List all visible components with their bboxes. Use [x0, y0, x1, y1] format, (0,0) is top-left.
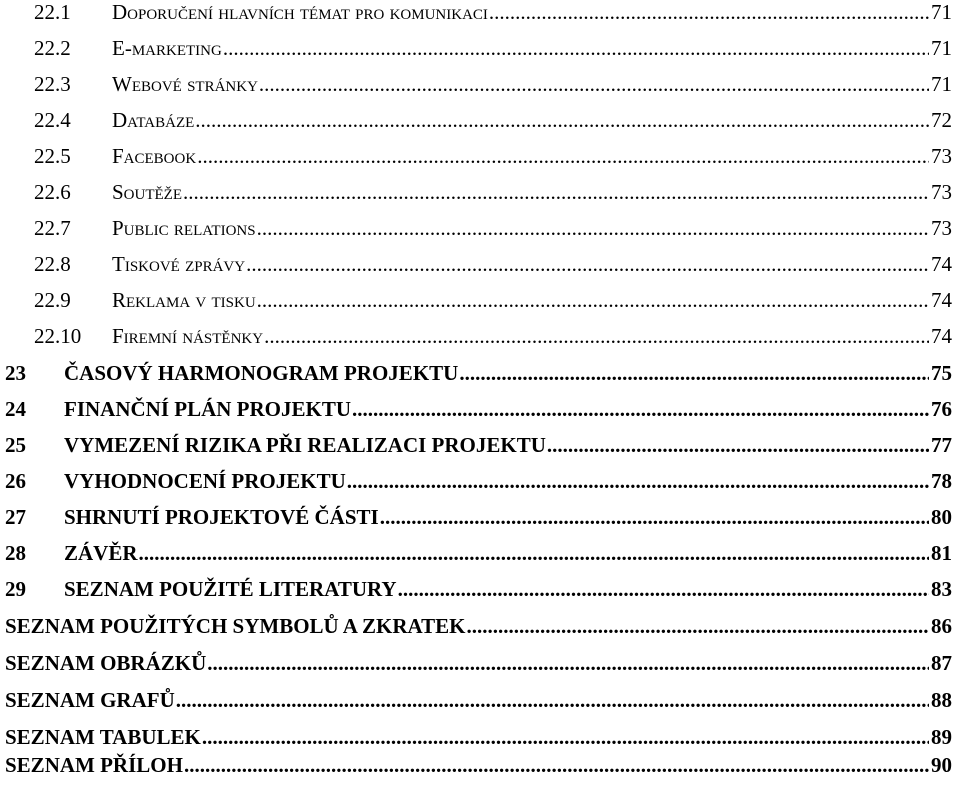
toc-chapter-29[interactable]: [5, 577, 952, 613]
toc-list-title: SEZNAM PŘÍLOH: [5, 753, 183, 777]
toc-dot-leader: [380, 505, 929, 530]
toc-entry-title: Reklama v tisku: [112, 288, 256, 312]
toc-dot-leader: [176, 688, 929, 713]
toc-entry-22-7[interactable]: [34, 216, 952, 252]
toc-list-title: SEZNAM POUŽITÝCH SYMBOLŮ A ZKRATEK: [5, 614, 466, 638]
toc-entry-page: 73: [931, 180, 952, 204]
toc-list-page: 86: [931, 614, 952, 638]
toc-list-figures[interactable]: [5, 651, 952, 687]
toc-entry-22-8[interactable]: [34, 252, 952, 288]
toc-list-page: 89: [931, 725, 952, 749]
toc-entry-title: Tiskové zprávy: [112, 252, 246, 276]
toc-chapter-page: 77: [931, 433, 952, 457]
toc-dot-leader: [489, 0, 929, 25]
toc-chapter-number: 26: [5, 469, 26, 493]
toc-entry-number: 22.10: [34, 324, 82, 348]
toc-chapter-page: 78: [931, 469, 952, 493]
toc-entry-page: 71: [931, 36, 952, 60]
toc-chapter-title: ČASOVÝ HARMONOGRAM PROJEKTU: [64, 361, 459, 385]
toc-dot-leader: [195, 108, 929, 133]
toc-entry-page: 74: [931, 288, 952, 312]
toc-chapter-title: SHRNUTÍ PROJEKTOVÉ ČÁSTI: [64, 505, 379, 529]
toc-chapter-page: 76: [931, 397, 952, 421]
toc-entry-22-2[interactable]: [34, 36, 952, 72]
toc-entry-title: E-marketing: [112, 36, 222, 60]
toc-entry-22-6[interactable]: [34, 180, 952, 216]
toc-chapter-page: 75: [931, 361, 952, 385]
toc-entry-title: Doporučení hlavních témat pro komunikaci: [112, 0, 488, 24]
toc-entry-title: Webové stránky: [112, 72, 258, 96]
toc-chapter-title: ZÁVĚR: [64, 541, 138, 565]
toc-dot-leader: [139, 541, 929, 566]
toc-dot-leader: [352, 397, 929, 422]
toc-list-symbols[interactable]: [5, 614, 952, 650]
toc-entry-page: 71: [931, 0, 952, 24]
toc-entry-number: 22.9: [34, 288, 71, 312]
toc-chapter-27[interactable]: [5, 505, 952, 541]
toc-list-page: 90: [931, 753, 952, 777]
toc-dot-leader: [259, 72, 929, 97]
toc-dot-leader: [197, 144, 929, 169]
toc-entry-22-4[interactable]: [34, 108, 952, 144]
toc-entry-page: 72: [931, 108, 952, 132]
toc-chapter-page: 80: [931, 505, 952, 529]
toc-chapter-page: 81: [931, 541, 952, 565]
toc-entry-number: 22.6: [34, 180, 71, 204]
toc-entry-22-9[interactable]: [34, 288, 952, 324]
toc-chapter-number: 28: [5, 541, 26, 565]
toc-list-appendices[interactable]: [5, 753, 952, 789]
toc-dot-leader: [547, 433, 929, 458]
toc-entry-page: 73: [931, 216, 952, 240]
toc-chapter-title: VYHODNOCENÍ PROJEKTU: [64, 469, 346, 493]
toc-entry-title: Soutěže: [112, 180, 182, 204]
toc-entry-number: 22.4: [34, 108, 71, 132]
toc-chapter-number: 29: [5, 577, 26, 601]
toc-chapter-24[interactable]: [5, 397, 952, 433]
toc-chapter-page: 83: [931, 577, 952, 601]
toc-dot-leader: [257, 288, 929, 313]
toc-chapter-number: 25: [5, 433, 26, 457]
toc-dot-leader: [202, 725, 929, 750]
toc-dot-leader: [207, 651, 929, 676]
toc-entry-number: 22.7: [34, 216, 71, 240]
toc-entry-number: 22.8: [34, 252, 71, 276]
toc-dot-leader: [184, 753, 929, 778]
toc-entry-22-5[interactable]: [34, 144, 952, 180]
toc-dot-leader: [183, 180, 929, 205]
toc-chapter-26[interactable]: [5, 469, 952, 505]
toc-entry-page: 71: [931, 72, 952, 96]
toc-entry-22-1[interactable]: [34, 0, 952, 36]
toc-entry-page: 74: [931, 252, 952, 276]
toc-dot-leader: [257, 216, 929, 241]
toc-chapter-number: 23: [5, 361, 26, 385]
toc-chapter-28[interactable]: [5, 541, 952, 577]
toc-entry-number: 22.3: [34, 72, 71, 96]
toc-list-title: SEZNAM GRAFŮ: [5, 688, 175, 712]
toc-dot-leader: [398, 577, 929, 602]
toc-dot-leader: [264, 324, 929, 349]
toc-dot-leader: [459, 361, 929, 386]
toc-dot-leader: [246, 252, 929, 277]
toc-chapter-number: 24: [5, 397, 26, 421]
toc-chapter-title: SEZNAM POUŽITÉ LITERATURY: [64, 577, 397, 601]
toc-entry-number: 22.1: [34, 0, 71, 24]
toc-list-title: SEZNAM TABULEK: [5, 725, 201, 749]
toc-entry-22-3[interactable]: [34, 72, 952, 108]
toc-list-graphs[interactable]: [5, 688, 952, 724]
toc-list-page: 87: [931, 651, 952, 675]
toc-entry-number: 22.5: [34, 144, 71, 168]
toc-entry-page: 73: [931, 144, 952, 168]
toc-chapter-title: FINANČNÍ PLÁN PROJEKTU: [64, 397, 352, 421]
toc-chapter-25[interactable]: [5, 433, 952, 469]
toc-entry-page: 74: [931, 324, 952, 348]
toc-chapter-23[interactable]: [5, 361, 952, 397]
toc-entry-title: Public relations: [112, 216, 256, 240]
toc-dot-leader: [347, 469, 929, 494]
toc-entry-22-10[interactable]: [34, 324, 952, 360]
toc-dot-leader: [223, 36, 929, 61]
toc-dot-leader: [467, 614, 929, 639]
toc-chapter-number: 27: [5, 505, 26, 529]
toc-chapter-title: VYMEZENÍ RIZIKA PŘI REALIZACI PROJEKTU: [64, 433, 546, 457]
toc-list-title: SEZNAM OBRÁZKŮ: [5, 651, 207, 675]
toc-entry-title: Databáze: [112, 108, 195, 132]
toc-list-page: 88: [931, 688, 952, 712]
toc-entry-title: Firemní nástěnky: [112, 324, 264, 348]
toc-entry-title: Facebook: [112, 144, 197, 168]
toc-entry-number: 22.2: [34, 36, 71, 60]
